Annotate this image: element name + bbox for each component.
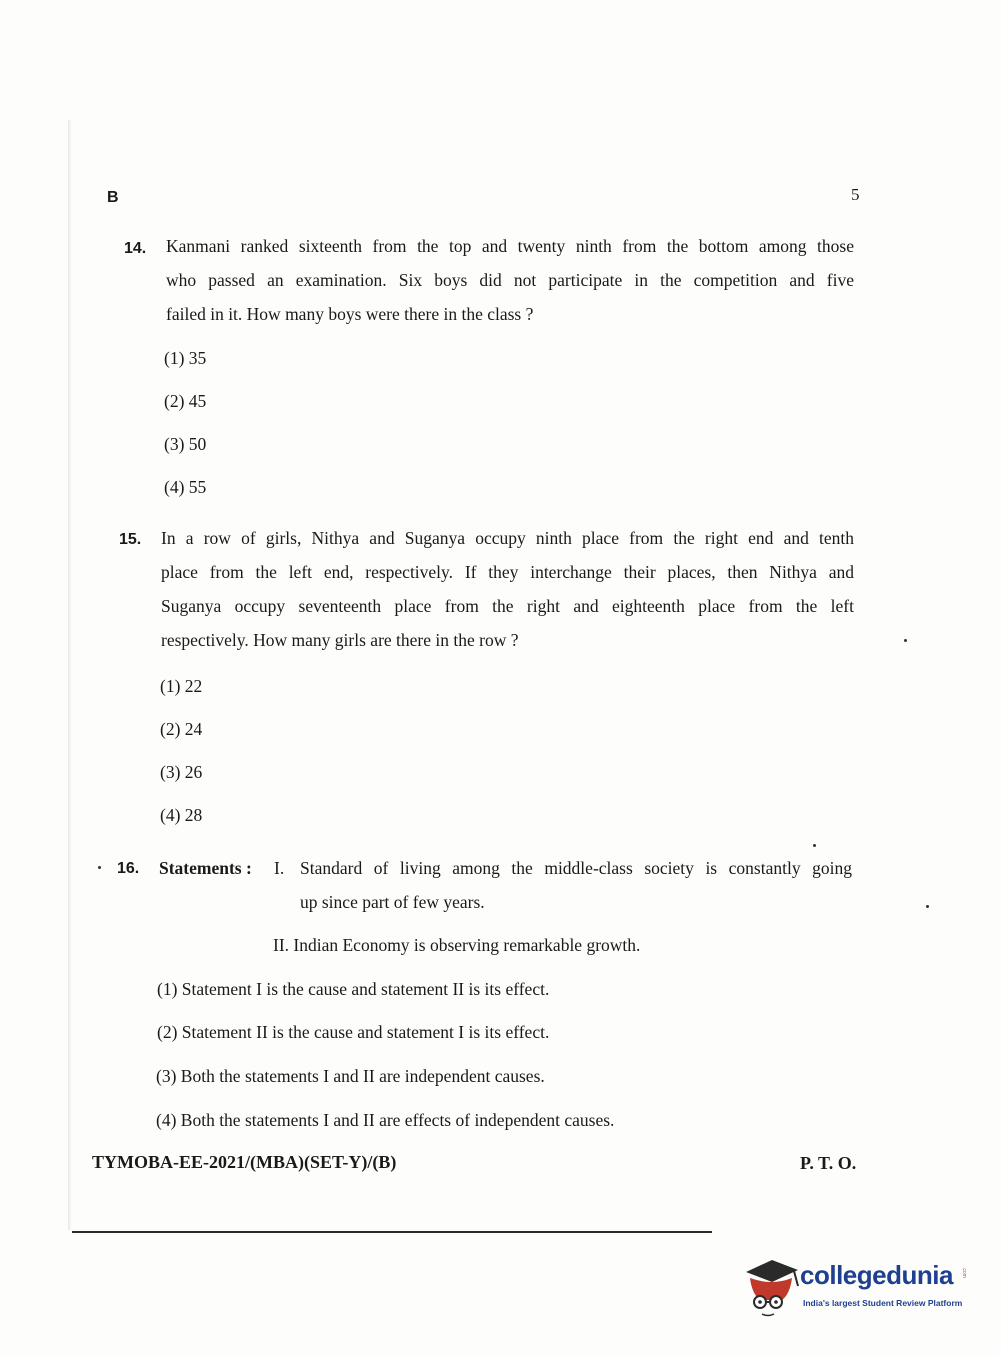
- question-15-option-4: (4) 28: [160, 805, 203, 825]
- question-14-option-3: (3) 50: [164, 434, 207, 454]
- question-text-line: Kanmani ranked sixteenth from the top and twenty ninth from the bottom among those: [166, 236, 854, 256]
- paper-code: TYMOBA-EE-2021/(MBA)(SET-Y)/(B): [92, 1152, 397, 1172]
- watermark-dotcom: .com: [961, 1267, 967, 1278]
- question-14-number: 14.: [124, 240, 147, 257]
- bottom-rule: [72, 1231, 712, 1233]
- question-text-line: In a row of girls, Nithya and Suganya occupy ninth place from the right end and tenth: [161, 528, 854, 548]
- collegedunia-watermark: [742, 1250, 972, 1320]
- mascot-icon: [742, 1250, 802, 1320]
- watermark-brand: collegedunia: [800, 1260, 953, 1290]
- scan-edge-shadow: [68, 120, 71, 1230]
- question-16-option-4: (4) Both the statements I and II are effects of independent causes.: [156, 1110, 615, 1130]
- page-number: 5: [851, 185, 860, 204]
- question-text-line: place from the left end, respectively. If they interchange their places, then Nithya and: [161, 562, 854, 582]
- watermark-tagline: India's largest Student Review Platform: [803, 1298, 963, 1308]
- pto-label: P. T. O.: [800, 1153, 857, 1173]
- statement-1-line-1: Standard of living among the middle-class society is constantly going: [300, 858, 852, 878]
- question-15-number: 15.: [119, 531, 142, 548]
- question-text-line: respectively. How many girls are there in the row ?: [161, 630, 519, 650]
- statement-1-number: I.: [274, 858, 285, 878]
- statement-2: II. Indian Economy is observing remarkable growth.: [273, 935, 641, 955]
- question-14-option-2: (2) 45: [164, 391, 207, 411]
- question-14-option-1: (1) 35: [164, 348, 207, 368]
- question-15-option-3: (3) 26: [160, 762, 203, 782]
- statement-1-line-2: up since part of few years.: [300, 892, 485, 912]
- set-letter: B: [107, 189, 119, 206]
- question-16-option-3: (3) Both the statements I and II are independent causes.: [156, 1066, 545, 1086]
- scan-speck: [926, 905, 929, 908]
- question-16-option-1: (1) Statement I is the cause and statement II is its effect.: [157, 979, 550, 999]
- scan-speck: [904, 639, 907, 642]
- question-15-option-1: (1) 22: [160, 676, 203, 696]
- question-14-option-4: (4) 55: [164, 477, 207, 497]
- question-16-option-2: (2) Statement II is the cause and statement I is its effect.: [157, 1022, 550, 1042]
- question-text-line: failed in it. How many boys were there in the class ?: [166, 304, 534, 324]
- statements-label: Statements :: [159, 858, 252, 878]
- question-text-line: Suganya occupy seventeenth place from the right and eighteenth place from the left: [161, 596, 854, 616]
- question-text-line: who passed an examination. Six boys did not participate in the competition and five: [166, 270, 854, 290]
- scan-speck: [98, 866, 101, 869]
- question-15-option-2: (2) 24: [160, 719, 203, 739]
- scan-speck: [813, 844, 816, 847]
- question-16-number: 16.: [117, 860, 140, 877]
